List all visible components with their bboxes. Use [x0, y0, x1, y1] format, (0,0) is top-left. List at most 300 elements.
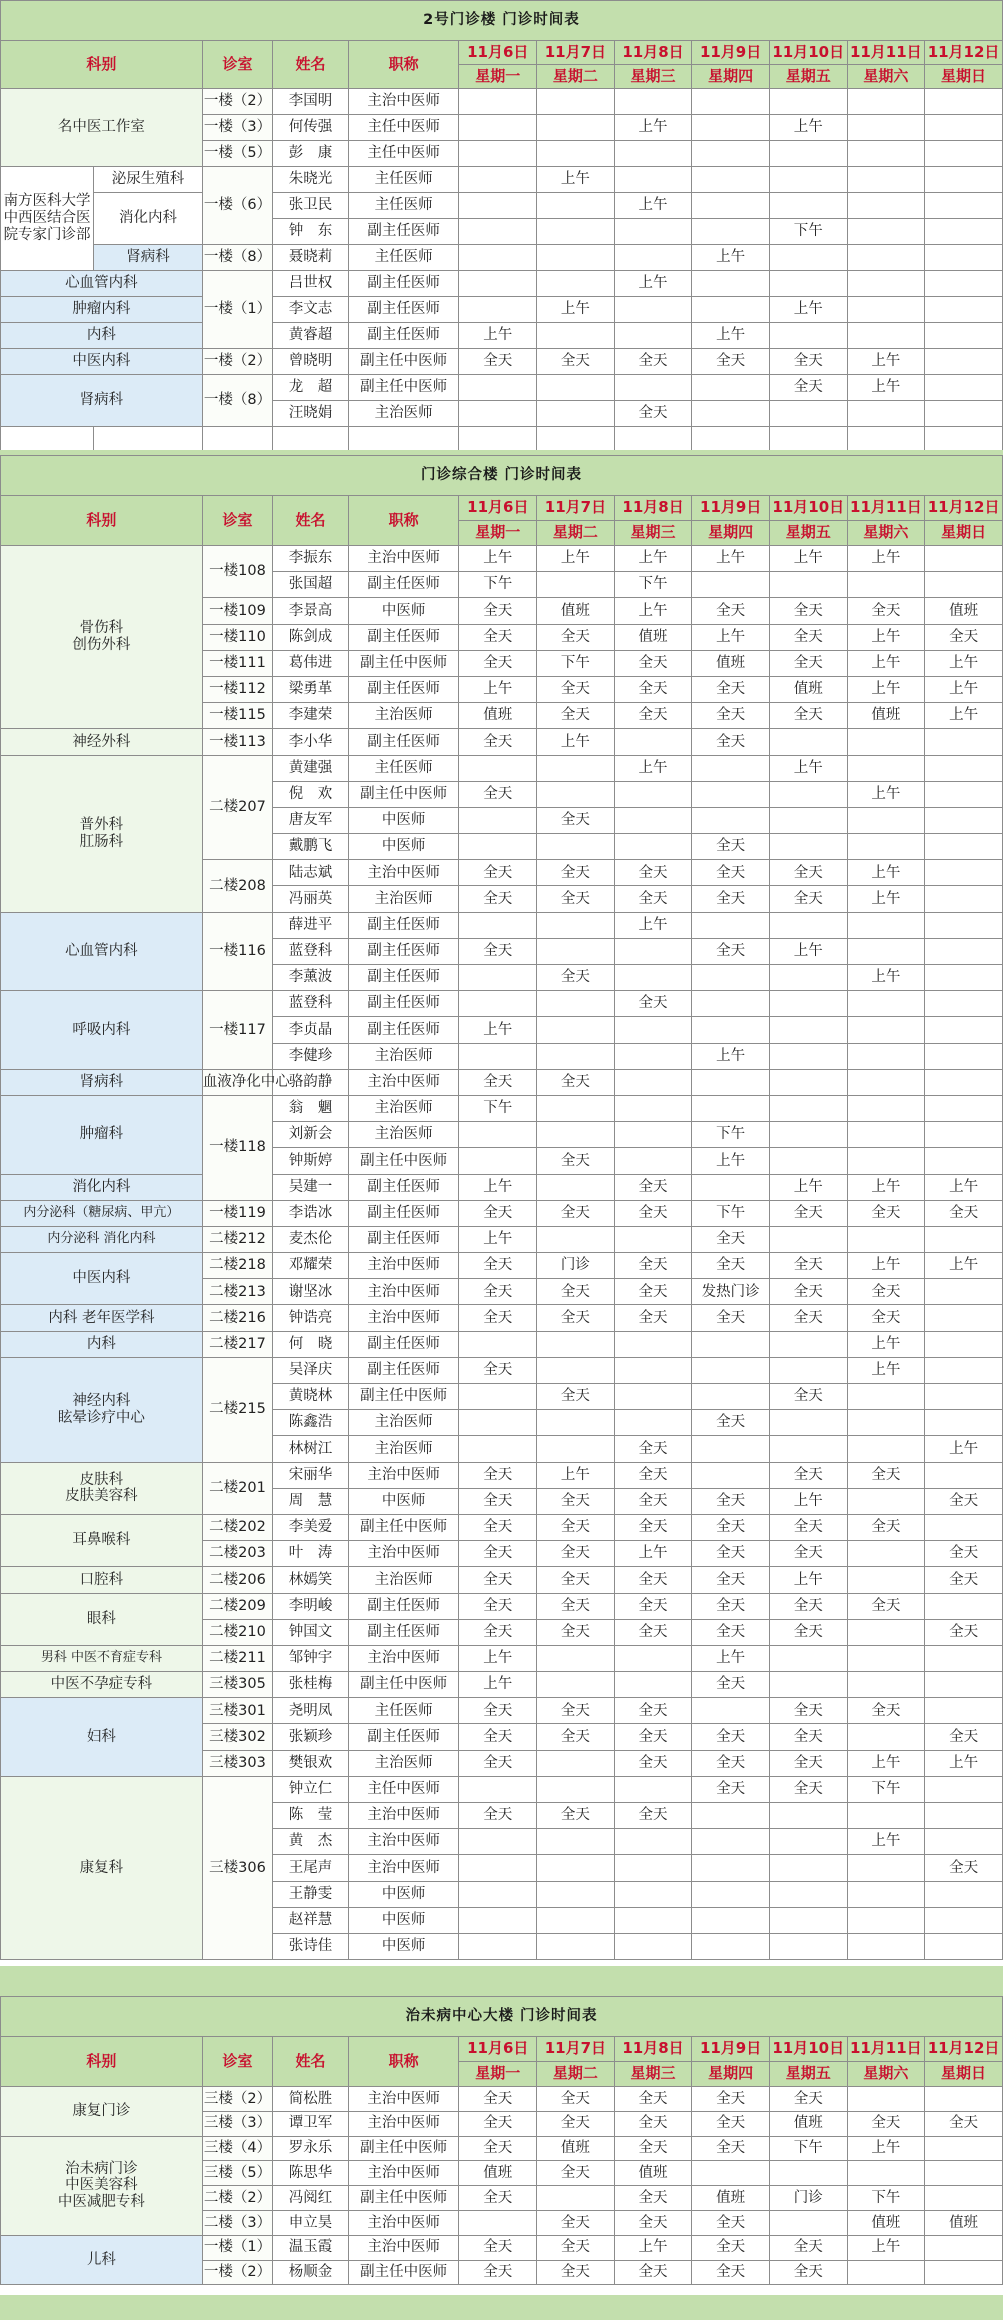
schedule-cell: 全天: [692, 349, 770, 375]
schedule-cell: [692, 755, 770, 781]
schedule-cell: [459, 1331, 537, 1357]
doctor-name: 李美爱: [273, 1514, 349, 1540]
schedule-cell: [847, 1436, 925, 1462]
schedule-cell: [614, 89, 692, 115]
doctor-rank: 主治中医师: [348, 546, 459, 572]
doctor-rank: 副主任中医师: [348, 1514, 459, 1540]
schedule-cell: 全天: [692, 834, 770, 860]
doctor-rank: 主治中医师: [348, 1541, 459, 1567]
schedule-cell: 全天: [537, 1698, 615, 1724]
doctor-rank: 主任中医师: [348, 1776, 459, 1802]
schedule-cell: 上午: [614, 115, 692, 141]
header-rank: 职称: [348, 496, 459, 546]
header-date: 11月10日: [769, 496, 847, 521]
schedule-cell: [459, 141, 537, 167]
schedule-cell: 上午: [847, 2235, 925, 2260]
schedule-cell: 上午: [847, 676, 925, 702]
schedule-cell: 全天: [537, 1593, 615, 1619]
schedule-cell: [847, 912, 925, 938]
schedule-cell: [459, 834, 537, 860]
schedule-cell: [459, 1855, 537, 1881]
room-cell: 二楼213: [202, 1279, 272, 1305]
schedule-cell: 全天: [614, 650, 692, 676]
schedule-cell: [614, 781, 692, 807]
header-date: 11月11日: [847, 496, 925, 521]
schedule-cell: [459, 1043, 537, 1069]
room-cell: 二楼218: [202, 1253, 272, 1279]
schedule-cell: 上午: [614, 271, 692, 297]
doctor-name: 陈 莹: [273, 1803, 349, 1829]
header-name: 姓名: [273, 496, 349, 546]
schedule-cell: [769, 991, 847, 1017]
schedule-cell: 全天: [459, 1567, 537, 1593]
schedule-cell: [847, 1619, 925, 1645]
schedule-cell: 全天: [692, 2235, 770, 2260]
schedule-cell: [537, 1881, 615, 1907]
schedule-cell: 下午: [769, 2136, 847, 2161]
doctor-rank: 主治中医师: [348, 860, 459, 886]
schedule-cell: 全天: [769, 703, 847, 729]
schedule-cell: 全天: [692, 2210, 770, 2235]
schedule-cell: [459, 1410, 537, 1436]
schedule-cell: 全天: [769, 1593, 847, 1619]
blank-cell: [459, 427, 537, 451]
schedule-cell: 全天: [769, 1384, 847, 1410]
schedule-cell: 全天: [692, 729, 770, 755]
table-row: [1, 375, 1003, 401]
schedule-cell: 全天: [692, 1410, 770, 1436]
header-row: [1, 496, 1003, 521]
schedule-cell: [537, 1410, 615, 1436]
schedule-cell: 全天: [614, 703, 692, 729]
schedule-cell: [769, 572, 847, 598]
header-date: 11月7日: [537, 2037, 615, 2062]
schedule-cell: 上午: [614, 912, 692, 938]
room-cell: 二楼（3）: [202, 2210, 272, 2235]
table-row: [1, 167, 1003, 193]
doctor-name: 李振东: [273, 546, 349, 572]
schedule-cell: [925, 1881, 1003, 1907]
doctor-rank: 主治中医师: [348, 1305, 459, 1331]
schedule-cell: 全天: [537, 2210, 615, 2235]
schedule-cell: 上午: [847, 650, 925, 676]
doctor-name: 谢坚冰: [273, 1279, 349, 1305]
schedule-cell: [769, 1148, 847, 1174]
schedule-cell: [459, 755, 537, 781]
doctor-rank: 主任中医师: [348, 141, 459, 167]
schedule-cell: 全天: [537, 860, 615, 886]
schedule-cell: [925, 1829, 1003, 1855]
schedule-cell: 下午: [537, 650, 615, 676]
room-cell: 一楼（5）: [202, 141, 272, 167]
schedule-cell: [614, 1410, 692, 1436]
doctor-name: 李诰冰: [273, 1200, 349, 1226]
schedule-cell: [769, 401, 847, 427]
schedule-cell: 全天: [614, 1253, 692, 1279]
doctor-rank: 主任医师: [348, 755, 459, 781]
table-row: [1, 271, 1003, 297]
schedule-cell: [692, 401, 770, 427]
schedule-cell: [769, 193, 847, 219]
doctor-rank: 主治医师: [348, 1043, 459, 1069]
schedule-cell: 上午: [614, 598, 692, 624]
table-row: [1, 729, 1003, 755]
table-row: [1, 1357, 1003, 1383]
schedule-cell: 下午: [847, 1776, 925, 1802]
header-room: 诊室: [202, 41, 272, 89]
schedule-cell: [925, 1593, 1003, 1619]
table-row: [1, 912, 1003, 938]
room-cell: 三楼303: [202, 1750, 272, 1776]
schedule-cell: [692, 219, 770, 245]
schedule-cell: [847, 167, 925, 193]
room-cell: 一楼112: [202, 676, 272, 702]
doctor-name: 尧明凤: [273, 1698, 349, 1724]
schedule-cell: 全天: [614, 1750, 692, 1776]
schedule-cell: [847, 729, 925, 755]
schedule-cell: [769, 1122, 847, 1148]
doctor-rank: 副主任中医师: [348, 650, 459, 676]
table-row: [1, 1095, 1003, 1121]
schedule-cell: 上午: [459, 1645, 537, 1671]
schedule-cell: 全天: [459, 2186, 537, 2211]
header-name: 姓名: [273, 41, 349, 89]
schedule-cell: [847, 991, 925, 1017]
schedule-cell: [459, 115, 537, 141]
schedule-cell: [769, 245, 847, 271]
schedule-cell: 下午: [614, 572, 692, 598]
dept-cell: 骨伤科 创伤外科: [1, 546, 203, 729]
schedule-cell: 全天: [925, 1855, 1003, 1881]
doctor-name: 钟国文: [273, 1619, 349, 1645]
doctor-name: 吴建一: [273, 1174, 349, 1200]
schedule-cell: [459, 1436, 537, 1462]
schedule-cell: 上午: [847, 1174, 925, 1200]
schedule-cell: [925, 965, 1003, 991]
schedule-cell: 全天: [769, 1200, 847, 1226]
schedule-cell: 全天: [537, 349, 615, 375]
header-row: [1, 41, 1003, 65]
schedule-cell: 上午: [925, 1436, 1003, 1462]
doctor-name: 钟 东: [273, 219, 349, 245]
room-cell: 二楼215: [202, 1357, 272, 1462]
schedule-cell: 全天: [459, 1279, 537, 1305]
schedule-cell: [769, 834, 847, 860]
schedule-cell: [925, 349, 1003, 375]
header-weekday: 星期三: [614, 65, 692, 89]
schedule-cell: [692, 2161, 770, 2186]
dept-cell: 心血管内科: [1, 912, 203, 991]
table-title: 治未病中心大楼 门诊时间表: [1, 1997, 1003, 2037]
header-date: 11月6日: [459, 496, 537, 521]
schedule-cell: 上午: [537, 546, 615, 572]
dept-cell: 妇科: [1, 1698, 203, 1777]
schedule-cell: 全天: [769, 2260, 847, 2285]
schedule-cell: [537, 401, 615, 427]
schedule-cell: [459, 219, 537, 245]
doctor-rank: 主任医师: [348, 1698, 459, 1724]
schedule-cell: [769, 1855, 847, 1881]
doctor-rank: 主治中医师: [348, 1855, 459, 1881]
schedule-cell: [459, 965, 537, 991]
schedule-cell: 上午: [614, 546, 692, 572]
header-dept: 科别: [1, 2037, 203, 2087]
schedule-cell: 上午: [925, 1750, 1003, 1776]
schedule-cell: 全天: [614, 2087, 692, 2112]
blank-cell: [348, 427, 459, 451]
table-row: [1, 349, 1003, 375]
schedule-cell: 上午: [769, 755, 847, 781]
table-title: 门诊综合楼 门诊时间表: [1, 456, 1003, 496]
room-cell: 一楼（1）: [202, 2235, 272, 2260]
room-cell: 一楼117: [202, 991, 272, 1070]
header-date: 11月9日: [692, 496, 770, 521]
schedule-cell: [847, 1017, 925, 1043]
doctor-rank: 主治医师: [348, 703, 459, 729]
doctor-name: 林嫣笑: [273, 1567, 349, 1593]
schedule-cell: 全天: [614, 1698, 692, 1724]
schedule-cell: [847, 193, 925, 219]
schedule-cell: 全天: [614, 991, 692, 1017]
schedule-cell: [925, 2161, 1003, 2186]
schedule-cell: 上午: [692, 624, 770, 650]
dept-cell: 内分泌科（糖尿病、甲亢）: [1, 1200, 203, 1226]
schedule-cell: [769, 1017, 847, 1043]
schedule-cell: [925, 834, 1003, 860]
schedule-cell: [769, 1226, 847, 1252]
schedule-cell: [614, 1776, 692, 1802]
room-cell: 三楼301: [202, 1698, 272, 1724]
schedule-cell: [925, 1384, 1003, 1410]
table-row: [1, 89, 1003, 115]
schedule-cell: 上午: [847, 1357, 925, 1383]
schedule-cell: 全天: [459, 886, 537, 912]
schedule-cell: [692, 965, 770, 991]
doctor-rank: 主治医师: [348, 1095, 459, 1121]
schedule-cell: [769, 1829, 847, 1855]
blank-cell: [273, 427, 349, 451]
schedule-cell: 全天: [769, 598, 847, 624]
schedule-cell: 全天: [459, 1305, 537, 1331]
schedule-cell: 值班: [769, 2111, 847, 2136]
schedule-cell: 上午: [614, 1541, 692, 1567]
doctor-name: 张颖珍: [273, 1724, 349, 1750]
doctor-rank: 中医师: [348, 1933, 459, 1959]
doctor-rank: 主治中医师: [348, 1462, 459, 1488]
room-cell: 二楼212: [202, 1226, 272, 1252]
schedule-cell: 全天: [925, 1488, 1003, 1514]
schedule-cell: 全天: [614, 1514, 692, 1540]
room-cell: 二楼210: [202, 1619, 272, 1645]
schedule-cell: 上午: [769, 297, 847, 323]
doctor-name: 骆韵静: [273, 1069, 349, 1095]
schedule-cell: [769, 1645, 847, 1671]
schedule-cell: 上午: [769, 1174, 847, 1200]
schedule-cell: 全天: [769, 1279, 847, 1305]
schedule-cell: [847, 245, 925, 271]
doctor-name: 温玉霞: [273, 2235, 349, 2260]
table-row: [1, 193, 1003, 219]
schedule-cell: 全天: [769, 624, 847, 650]
header-date: 11月12日: [925, 496, 1003, 521]
schedule-cell: [925, 375, 1003, 401]
schedule-cell: [537, 1645, 615, 1671]
schedule-cell: 全天: [847, 1305, 925, 1331]
room-cell: 二楼201: [202, 1462, 272, 1514]
schedule-cell: 全天: [925, 1724, 1003, 1750]
doctor-rank: 副主任医师: [348, 676, 459, 702]
schedule-cell: 上午: [925, 650, 1003, 676]
schedule-cell: 上午: [692, 1043, 770, 1069]
blank-cell: [94, 427, 203, 451]
schedule-cell: [537, 115, 615, 141]
schedule-cell: [692, 1095, 770, 1121]
schedule-cell: [537, 1829, 615, 1855]
schedule-cell: 上午: [847, 2136, 925, 2161]
schedule-cell: [537, 1174, 615, 1200]
schedule-cell: [847, 1043, 925, 1069]
schedule-cell: [614, 167, 692, 193]
room-cell: 血液净化中心: [202, 1069, 272, 1095]
schedule-cell: [614, 141, 692, 167]
schedule-cell: 上午: [614, 755, 692, 781]
schedule-cell: 全天: [459, 1462, 537, 1488]
doctor-name: 陆志斌: [273, 860, 349, 886]
header-weekday: 星期三: [614, 521, 692, 546]
schedule-cell: [537, 89, 615, 115]
room-cell: 一楼（8）: [202, 245, 272, 271]
schedule-cell: 全天: [769, 1776, 847, 1802]
schedule-cell: [847, 1410, 925, 1436]
doctor-rank: 主任医师: [348, 245, 459, 271]
room-cell: 一楼（2）: [202, 89, 272, 115]
schedule-cell: 全天: [692, 1724, 770, 1750]
schedule-cell: 全天: [459, 1200, 537, 1226]
doctor-name: 李贞晶: [273, 1017, 349, 1043]
schedule-cell: 全天: [459, 1488, 537, 1514]
header-weekday: 星期五: [769, 2062, 847, 2087]
doctor-name: 简松胜: [273, 2087, 349, 2112]
schedule-cell: [692, 193, 770, 219]
blank-cell: [769, 427, 847, 451]
room-cell: 一楼118: [202, 1095, 272, 1200]
schedule-cell: 全天: [847, 1593, 925, 1619]
doctor-name: 何 晓: [273, 1331, 349, 1357]
schedule-cell: [769, 781, 847, 807]
schedule-cell: 上午: [847, 546, 925, 572]
doctor-rank: 副主任医师: [348, 1200, 459, 1226]
schedule-cell: [614, 1069, 692, 1095]
schedule-cell: [537, 834, 615, 860]
schedule-cell: [769, 1933, 847, 1959]
schedule-cell: 全天: [614, 1619, 692, 1645]
schedule-cell: [692, 1803, 770, 1829]
doctor-name: 李国明: [273, 89, 349, 115]
schedule-cell: 全天: [459, 1357, 537, 1383]
table-row: [1, 755, 1003, 781]
doctor-name: 蓝登科: [273, 991, 349, 1017]
doctor-name: 邹钟宇: [273, 1645, 349, 1671]
dept-cell: 眼科: [1, 1593, 203, 1645]
schedule-cell: [692, 1069, 770, 1095]
doctor-rank: 副主任医师: [348, 271, 459, 297]
room-cell: 三楼305: [202, 1672, 272, 1698]
schedule-cell: [614, 1645, 692, 1671]
doctor-rank: 主治中医师: [348, 2210, 459, 2235]
schedule-cell: [925, 297, 1003, 323]
schedule-cell: [847, 219, 925, 245]
schedule-cell: [925, 938, 1003, 964]
schedule-cell: 全天: [692, 2087, 770, 2112]
schedule-cell: [614, 1095, 692, 1121]
doctor-name: 蓝登科: [273, 938, 349, 964]
room-cell: 二楼（2）: [202, 2186, 272, 2211]
blank-cell: [202, 427, 272, 451]
doctor-rank: 副主任中医师: [348, 375, 459, 401]
schedule-cell: 全天: [692, 1567, 770, 1593]
schedule-cell: 发热门诊: [692, 1279, 770, 1305]
schedule-cell: 全天: [537, 1200, 615, 1226]
schedule-cell: 全天: [614, 1174, 692, 1200]
room-cell: 三楼（2）: [202, 2087, 272, 2112]
schedule-cell: 全天: [459, 598, 537, 624]
doctor-name: 麦杰伦: [273, 1226, 349, 1252]
schedule-cell: [847, 1069, 925, 1095]
schedule-cell: 全天: [614, 1488, 692, 1514]
schedule-cell: [614, 1122, 692, 1148]
doctor-rank: 副主任医师: [348, 912, 459, 938]
doctor-rank: 主治中医师: [348, 1645, 459, 1671]
doctor-name: 龙 超: [273, 375, 349, 401]
doctor-name: 罗永乐: [273, 2136, 349, 2161]
doctor-rank: 副主任医师: [348, 938, 459, 964]
schedule-cell: 全天: [692, 1253, 770, 1279]
room-cell: 一楼113: [202, 729, 272, 755]
schedule-cell: [537, 1672, 615, 1698]
doctor-rank: 副主任中医师: [348, 1384, 459, 1410]
blank-cell: [847, 427, 925, 451]
doctor-rank: 副主任医师: [348, 624, 459, 650]
schedule-cell: 全天: [459, 650, 537, 676]
schedule-cell: [769, 141, 847, 167]
header-name: 姓名: [273, 2037, 349, 2087]
room-cell: 一楼119: [202, 1200, 272, 1226]
schedule-cell: [537, 1436, 615, 1462]
doctor-rank: 主治医师: [348, 401, 459, 427]
table-row: [1, 323, 1003, 349]
doctor-name: 戴鹏飞: [273, 834, 349, 860]
schedule-cell: [614, 219, 692, 245]
schedule-cell: [925, 1017, 1003, 1043]
title-row: [1, 1997, 1003, 2037]
schedule-cell: [459, 991, 537, 1017]
schedule-cell: 全天: [692, 1593, 770, 1619]
schedule-cell: 全天: [459, 349, 537, 375]
doctor-name: 朱晓光: [273, 167, 349, 193]
schedule-cell: 上午: [847, 965, 925, 991]
doctor-name: 张国超: [273, 572, 349, 598]
header-date: 11月8日: [614, 41, 692, 65]
schedule-cell: [925, 807, 1003, 833]
section-divider: [0, 1966, 1003, 1996]
schedule-cell: [537, 755, 615, 781]
doctor-rank: 主治中医师: [348, 1253, 459, 1279]
schedule-cell: 上午: [459, 1017, 537, 1043]
doctor-rank: 副主任医师: [348, 991, 459, 1017]
header-weekday: 星期六: [847, 521, 925, 546]
doctor-name: 林树江: [273, 1436, 349, 1462]
schedule-cell: 全天: [537, 1069, 615, 1095]
